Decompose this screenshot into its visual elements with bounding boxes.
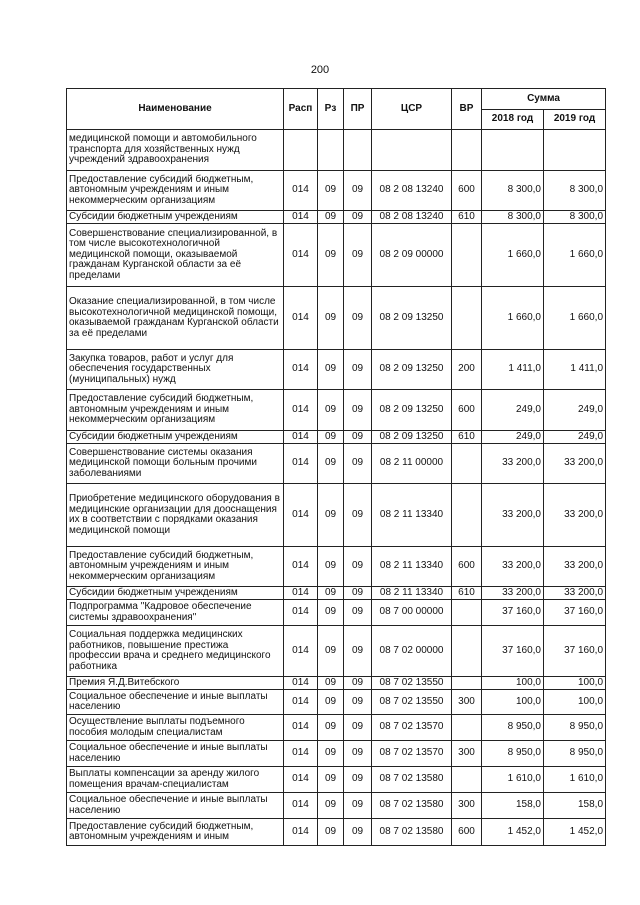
cell-pr: 09 xyxy=(344,547,372,587)
cell-vr xyxy=(452,130,482,171)
table-row xyxy=(67,600,606,626)
cell-rz: 09 xyxy=(318,690,344,715)
cell-rasp: 014 xyxy=(284,690,318,715)
table-row xyxy=(67,690,606,715)
cell-vr xyxy=(452,484,482,547)
table-row xyxy=(67,224,606,287)
table-row xyxy=(67,130,606,171)
cell-y2019: 1 660,0 xyxy=(544,287,606,350)
cell-y2018: 1 411,0 xyxy=(482,350,544,390)
cell-pr: 09 xyxy=(344,767,372,793)
cell-vr xyxy=(452,444,482,484)
cell-y2019 xyxy=(544,130,606,171)
cell-y2018: 100,0 xyxy=(482,690,544,715)
cell-y2018: 249,0 xyxy=(482,390,544,431)
cell-vr: 600 xyxy=(452,390,482,431)
cell-y2018: 1 452,0 xyxy=(482,819,544,846)
cell-y2018: 33 200,0 xyxy=(482,587,544,600)
cell-csr: 08 2 09 13250 xyxy=(372,431,452,444)
cell-rz: 09 xyxy=(318,626,344,677)
cell-rasp: 014 xyxy=(284,767,318,793)
cell-y2018: 8 950,0 xyxy=(482,715,544,741)
table-body xyxy=(67,130,606,846)
cell-csr: 08 7 02 13580 xyxy=(372,819,452,846)
cell-y2019: 33 200,0 xyxy=(544,444,606,484)
cell-vr: 600 xyxy=(452,547,482,587)
cell-pr: 09 xyxy=(344,819,372,846)
cell-pr: 09 xyxy=(344,690,372,715)
cell-y2019: 33 200,0 xyxy=(544,484,606,547)
cell-csr: 08 2 09 13250 xyxy=(372,390,452,431)
cell-csr: 08 2 09 13250 xyxy=(372,350,452,390)
cell-name: Социальное обеспечение и иные выплаты населению xyxy=(67,793,284,819)
cell-rasp: 014 xyxy=(284,715,318,741)
cell-vr: 200 xyxy=(452,350,482,390)
cell-rz: 09 xyxy=(318,600,344,626)
cell-csr: 08 2 11 13340 xyxy=(372,587,452,600)
cell-y2018: 1 610,0 xyxy=(482,767,544,793)
table-row xyxy=(67,767,606,793)
cell-pr: 09 xyxy=(344,390,372,431)
cell-rz: 09 xyxy=(318,444,344,484)
cell-y2018: 1 660,0 xyxy=(482,224,544,287)
cell-y2018: 37 160,0 xyxy=(482,626,544,677)
cell-vr: 600 xyxy=(452,819,482,846)
cell-csr: 08 7 02 13570 xyxy=(372,715,452,741)
table-row xyxy=(67,626,606,677)
table-row xyxy=(67,390,606,431)
cell-csr: 08 2 08 13240 xyxy=(372,171,452,211)
cell-y2019: 33 200,0 xyxy=(544,587,606,600)
cell-rasp: 014 xyxy=(284,626,318,677)
cell-y2018: 33 200,0 xyxy=(482,444,544,484)
cell-vr: 610 xyxy=(452,587,482,600)
cell-rz: 09 xyxy=(318,350,344,390)
cell-name: Субсидии бюджетным учреждениям xyxy=(67,587,284,600)
cell-name: Закупка товаров, работ и услуг для обеспечения государственных (муниципальных) нужд xyxy=(67,350,284,390)
cell-csr: 08 7 02 00000 xyxy=(372,626,452,677)
cell-vr xyxy=(452,677,482,690)
cell-name: Субсидии бюджетным учреждениям xyxy=(67,211,284,224)
cell-pr: 09 xyxy=(344,224,372,287)
cell-rz: 09 xyxy=(318,819,344,846)
cell-rz: 09 xyxy=(318,224,344,287)
cell-rasp xyxy=(284,130,318,171)
cell-rz: 09 xyxy=(318,767,344,793)
cell-y2018: 249,0 xyxy=(482,431,544,444)
cell-y2018: 8 300,0 xyxy=(482,171,544,211)
cell-y2019: 37 160,0 xyxy=(544,600,606,626)
cell-rasp: 014 xyxy=(284,600,318,626)
cell-name: Выплаты компенсации за аренду жилого помещения врачам-специалистам xyxy=(67,767,284,793)
cell-vr xyxy=(452,224,482,287)
cell-rz: 09 xyxy=(318,547,344,587)
cell-pr: 09 xyxy=(344,715,372,741)
table-row xyxy=(67,484,606,547)
cell-rasp: 014 xyxy=(284,390,318,431)
cell-y2019: 1 452,0 xyxy=(544,819,606,846)
cell-name: Субсидии бюджетным учреждениям xyxy=(67,431,284,444)
cell-rasp: 014 xyxy=(284,431,318,444)
cell-y2019: 1 660,0 xyxy=(544,224,606,287)
cell-csr: 08 7 02 13580 xyxy=(372,793,452,819)
cell-pr: 09 xyxy=(344,350,372,390)
cell-name: Социальная поддержка медицинских работников, повышение престижа профессии врача и среднего медицинского работника xyxy=(67,626,284,677)
cell-pr: 09 xyxy=(344,741,372,767)
cell-rasp: 014 xyxy=(284,484,318,547)
table-row xyxy=(67,211,606,224)
cell-name: Премия Я.Д.Витебского xyxy=(67,677,284,690)
header-rz: Рз xyxy=(318,89,344,130)
cell-y2019: 100,0 xyxy=(544,690,606,715)
cell-vr: 600 xyxy=(452,171,482,211)
cell-y2019: 158,0 xyxy=(544,793,606,819)
cell-pr: 09 xyxy=(344,431,372,444)
table-row xyxy=(67,171,606,211)
cell-csr xyxy=(372,130,452,171)
cell-vr: 610 xyxy=(452,431,482,444)
cell-pr: 09 xyxy=(344,171,372,211)
cell-y2018: 37 160,0 xyxy=(482,600,544,626)
cell-pr: 09 xyxy=(344,484,372,547)
cell-pr: 09 xyxy=(344,444,372,484)
cell-rz: 09 xyxy=(318,211,344,224)
cell-csr: 08 2 09 00000 xyxy=(372,224,452,287)
cell-csr: 08 7 02 13550 xyxy=(372,690,452,715)
cell-rasp: 014 xyxy=(284,819,318,846)
cell-rasp: 014 xyxy=(284,350,318,390)
cell-y2019: 100,0 xyxy=(544,677,606,690)
table-row xyxy=(67,819,606,846)
cell-y2019: 37 160,0 xyxy=(544,626,606,677)
cell-y2018: 33 200,0 xyxy=(482,484,544,547)
cell-y2019: 1 411,0 xyxy=(544,350,606,390)
table-row xyxy=(67,741,606,767)
cell-csr: 08 2 08 13240 xyxy=(372,211,452,224)
cell-y2019: 8 950,0 xyxy=(544,741,606,767)
cell-rz: 09 xyxy=(318,741,344,767)
cell-rz: 09 xyxy=(318,171,344,211)
header-csr: ЦСР xyxy=(372,89,452,130)
budget-table xyxy=(66,88,606,846)
cell-y2019: 8 300,0 xyxy=(544,171,606,211)
cell-name: Подпрограмма "Кадровое обеспечение системы здравоохранения" xyxy=(67,600,284,626)
cell-name: Социальное обеспечение и иные выплаты населению xyxy=(67,690,284,715)
cell-vr xyxy=(452,767,482,793)
cell-pr: 09 xyxy=(344,287,372,350)
cell-name: Осуществление выплаты подъемного пособия молодым специалистам xyxy=(67,715,284,741)
cell-y2019: 33 200,0 xyxy=(544,547,606,587)
cell-vr: 300 xyxy=(452,741,482,767)
table-row xyxy=(67,444,606,484)
cell-csr: 08 2 11 00000 xyxy=(372,444,452,484)
cell-y2018: 158,0 xyxy=(482,793,544,819)
cell-rz: 09 xyxy=(318,287,344,350)
cell-rz: 09 xyxy=(318,431,344,444)
table-row xyxy=(67,587,606,600)
cell-vr: 300 xyxy=(452,793,482,819)
cell-rz xyxy=(318,130,344,171)
cell-csr: 08 2 09 13250 xyxy=(372,287,452,350)
cell-y2019: 8 300,0 xyxy=(544,211,606,224)
cell-rasp: 014 xyxy=(284,741,318,767)
cell-y2018: 8 950,0 xyxy=(482,741,544,767)
cell-pr: 09 xyxy=(344,677,372,690)
cell-name: Совершенствование специализированной, в том числе высокотехнологичной медицинской помощи, оказываемой гражданам Курганской области за её пределами xyxy=(67,224,284,287)
header-2018: 2018 год xyxy=(482,110,544,130)
cell-y2018: 100,0 xyxy=(482,677,544,690)
cell-pr: 09 xyxy=(344,600,372,626)
cell-y2019: 249,0 xyxy=(544,431,606,444)
cell-csr: 08 2 11 13340 xyxy=(372,484,452,547)
cell-pr xyxy=(344,130,372,171)
cell-rasp: 014 xyxy=(284,171,318,211)
table-row xyxy=(67,547,606,587)
cell-vr xyxy=(452,600,482,626)
header-row-1 xyxy=(67,89,606,110)
cell-y2018 xyxy=(482,130,544,171)
cell-y2018: 1 660,0 xyxy=(482,287,544,350)
header-name: Наименование xyxy=(67,89,284,130)
cell-rasp: 014 xyxy=(284,587,318,600)
cell-rasp: 014 xyxy=(284,547,318,587)
table-row xyxy=(67,677,606,690)
cell-y2019: 249,0 xyxy=(544,390,606,431)
cell-name: Оказание специализированной, в том числе высокотехнологичной медицинской помощи, оказываемой гражданам Курганской области за её пределами xyxy=(67,287,284,350)
header-2019: 2019 год xyxy=(544,110,606,130)
cell-rz: 09 xyxy=(318,715,344,741)
cell-rasp: 014 xyxy=(284,224,318,287)
cell-name: Социальное обеспечение и иные выплаты населению xyxy=(67,741,284,767)
cell-y2018: 33 200,0 xyxy=(482,547,544,587)
header-pr: ПР xyxy=(344,89,372,130)
cell-pr: 09 xyxy=(344,626,372,677)
cell-vr xyxy=(452,715,482,741)
cell-vr: 610 xyxy=(452,211,482,224)
cell-pr: 09 xyxy=(344,793,372,819)
cell-rasp: 014 xyxy=(284,793,318,819)
cell-name: Предоставление субсидий бюджетным, автономным учреждениям и иным некоммерческим организациям xyxy=(67,171,284,211)
cell-name: Предоставление субсидий бюджетным, автономным учреждениям и иным некоммерческим организациям xyxy=(67,390,284,431)
cell-csr: 08 7 02 13580 xyxy=(372,767,452,793)
cell-csr: 08 7 00 00000 xyxy=(372,600,452,626)
header-rasp: Расп xyxy=(284,89,318,130)
cell-csr: 08 2 11 13340 xyxy=(372,547,452,587)
cell-rz: 09 xyxy=(318,390,344,431)
cell-csr: 08 7 02 13550 xyxy=(372,677,452,690)
cell-rz: 09 xyxy=(318,484,344,547)
cell-rasp: 014 xyxy=(284,287,318,350)
cell-rz: 09 xyxy=(318,793,344,819)
cell-y2019: 1 610,0 xyxy=(544,767,606,793)
table-row xyxy=(67,350,606,390)
cell-rz: 09 xyxy=(318,677,344,690)
cell-rasp: 014 xyxy=(284,444,318,484)
cell-rz: 09 xyxy=(318,587,344,600)
cell-vr xyxy=(452,287,482,350)
cell-name: Приобретение медицинского оборудования в медицинские организации для дооснащения их в соответствии с порядками оказания медицинской помощи xyxy=(67,484,284,547)
cell-vr xyxy=(452,626,482,677)
cell-name: Совершенствование системы оказания медицинской помощи больным прочими заболеваниями xyxy=(67,444,284,484)
table-row xyxy=(67,431,606,444)
cell-rasp: 014 xyxy=(284,211,318,224)
cell-y2018: 8 300,0 xyxy=(482,211,544,224)
table-row xyxy=(67,793,606,819)
cell-pr: 09 xyxy=(344,211,372,224)
table-row xyxy=(67,715,606,741)
cell-name: Предоставление субсидий бюджетным, автономным учреждениям и иным некоммерческим организациям xyxy=(67,547,284,587)
cell-y2019: 8 950,0 xyxy=(544,715,606,741)
header-vr: ВР xyxy=(452,89,482,130)
cell-rasp: 014 xyxy=(284,677,318,690)
cell-name: Предоставление субсидий бюджетным, автономным учреждениям и иным xyxy=(67,819,284,846)
cell-csr: 08 7 02 13570 xyxy=(372,741,452,767)
cell-pr: 09 xyxy=(344,587,372,600)
table-row xyxy=(67,287,606,350)
cell-name: медицинской помощи и автомобильного транспорта для хозяйственных нужд учреждений здравоохранения xyxy=(67,130,284,171)
header-sum: Сумма xyxy=(482,89,606,110)
page-number: 200 xyxy=(310,64,330,76)
cell-vr: 300 xyxy=(452,690,482,715)
